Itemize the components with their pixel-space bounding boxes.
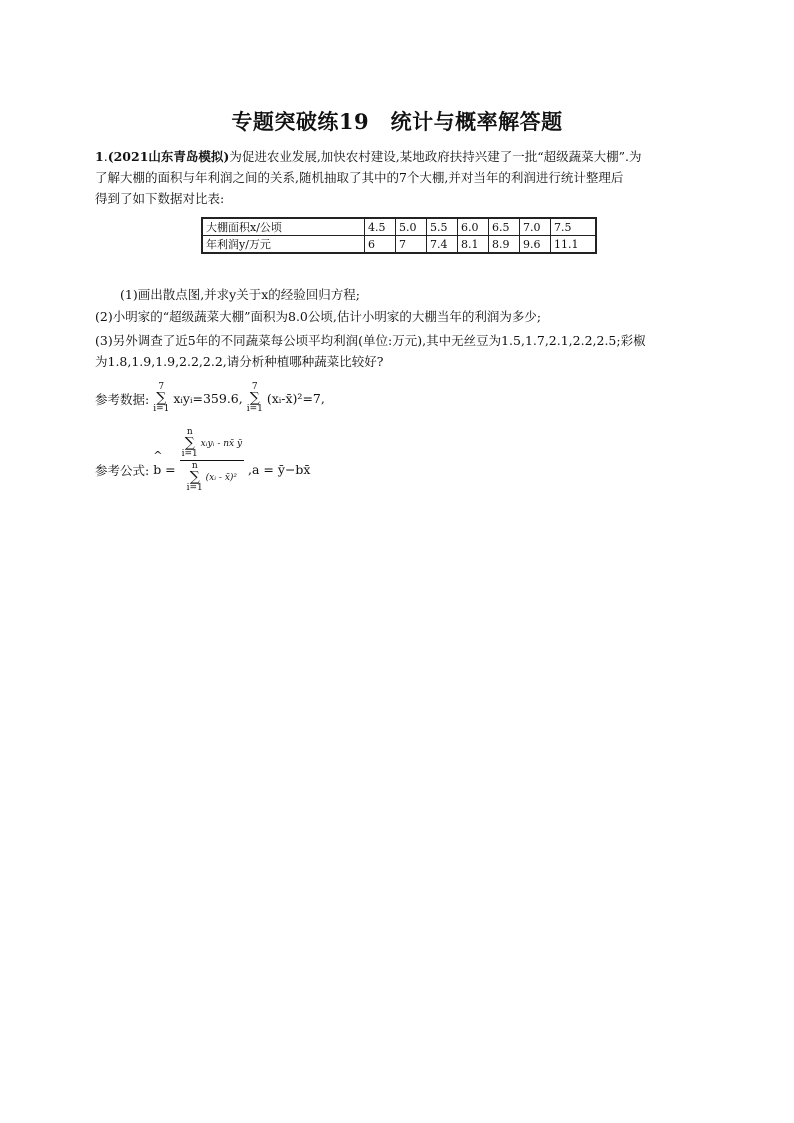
question-3-line2: 为1.8,1.9,1.9,2.2,2.2,请分析种植哪种蔬菜比较好? <box>95 354 384 369</box>
table-cell: 7.4 <box>427 236 458 254</box>
table-cell: 8.1 <box>458 236 489 254</box>
reference-term-2: (xᵢ-x̄)²=7, <box>266 391 325 406</box>
sigma-icon: ∑ <box>156 390 167 406</box>
page-title: 专题突破练19 统计与概率解答题 <box>231 109 563 134</box>
table-cell: 7 <box>396 236 427 254</box>
fraction-bar <box>180 460 244 461</box>
table-cell: 11.1 <box>551 236 597 254</box>
table-row-label: 年利润y/万元 <box>202 236 365 254</box>
reference-term-1: xᵢyᵢ=359.6, <box>173 391 243 406</box>
sigma-icon: ∑ <box>249 390 260 406</box>
fraction-denominator: n ∑ i=1 (xᵢ - x̄)² <box>186 461 238 493</box>
b-hat: ^ b = <box>153 462 175 477</box>
table-row <box>202 218 596 236</box>
table-cell: 8.9 <box>489 236 520 254</box>
data-table <box>201 217 597 254</box>
question-1: (1)画出散点图,并求y关于x的经验回归方程; <box>120 287 361 302</box>
summation-symbol: 7 ∑ i=1 <box>246 382 263 414</box>
table-cell: 6 <box>365 236 396 254</box>
fraction-numerator: n ∑ i=1 xᵢyᵢ - nx̄ ȳ <box>181 427 243 459</box>
table-cell: 7.5 <box>551 218 597 236</box>
b-fraction <box>180 428 244 493</box>
sigma-icon: ∑ <box>189 469 200 485</box>
problem-number: 1 <box>95 149 104 164</box>
table-cell: 5.0 <box>396 218 427 236</box>
table-cell: 4.5 <box>365 218 396 236</box>
sigma-icon: ∑ <box>184 435 195 451</box>
question-2: (2)小明家的“超级蔬菜大棚”面积为8.0公顷,估计小明家的大棚当年的利润为多少; <box>95 309 542 324</box>
table-cell: 9.6 <box>520 236 551 254</box>
problem-text-line2: 了解大棚的面积与年利润之间的关系,随机抽取了其中的7个大棚,并对当年的利润进行统计整理后 <box>95 170 624 185</box>
table-cell: 7.0 <box>520 218 551 236</box>
problem-statement: 1.(2021山东青岛模拟)为促进农业发展,加快农村建设,某地政府扶持兴建了一批“超级蔬菜大棚”.为 了解大棚的面积与年利润之间的关系,随机抽取了其中的7个大棚,并对当年的利润进行统计整理后 得到了如下数据对比表: <box>95 149 642 206</box>
summation-symbol: 7 ∑ i=1 <box>153 382 170 414</box>
table-row <box>202 236 596 254</box>
problem-source: (2021山东青岛模拟) <box>107 149 230 164</box>
table-cell: 6.5 <box>489 218 520 236</box>
problem-text-line1: 为促进农业发展,加快农村建设,某地政府扶持兴建了一批“超级蔬菜大棚”.为 <box>229 149 642 164</box>
reference-data-label: 参考数据: <box>95 391 150 407</box>
question-3-line1: (3)另外调查了近5年的不同蔬菜每公顷平均利润(单位:万元),其中无丝豆为1.5,1.7,2.1,2.2,2.5;彩椒 <box>95 333 646 348</box>
a-formula: ,a = ȳ−bx̄ <box>248 462 311 477</box>
table-row-label: 大棚面积x/公顷 <box>202 218 365 236</box>
reference-formula <box>95 428 310 492</box>
question-3 <box>95 330 705 372</box>
reference-formula-label: 参考公式: <box>95 462 150 478</box>
table-cell: 6.0 <box>458 218 489 236</box>
problem-text-line3: 得到了如下数据对比表: <box>95 191 225 206</box>
table-cell: 5.5 <box>427 218 458 236</box>
reference-data <box>95 383 325 415</box>
